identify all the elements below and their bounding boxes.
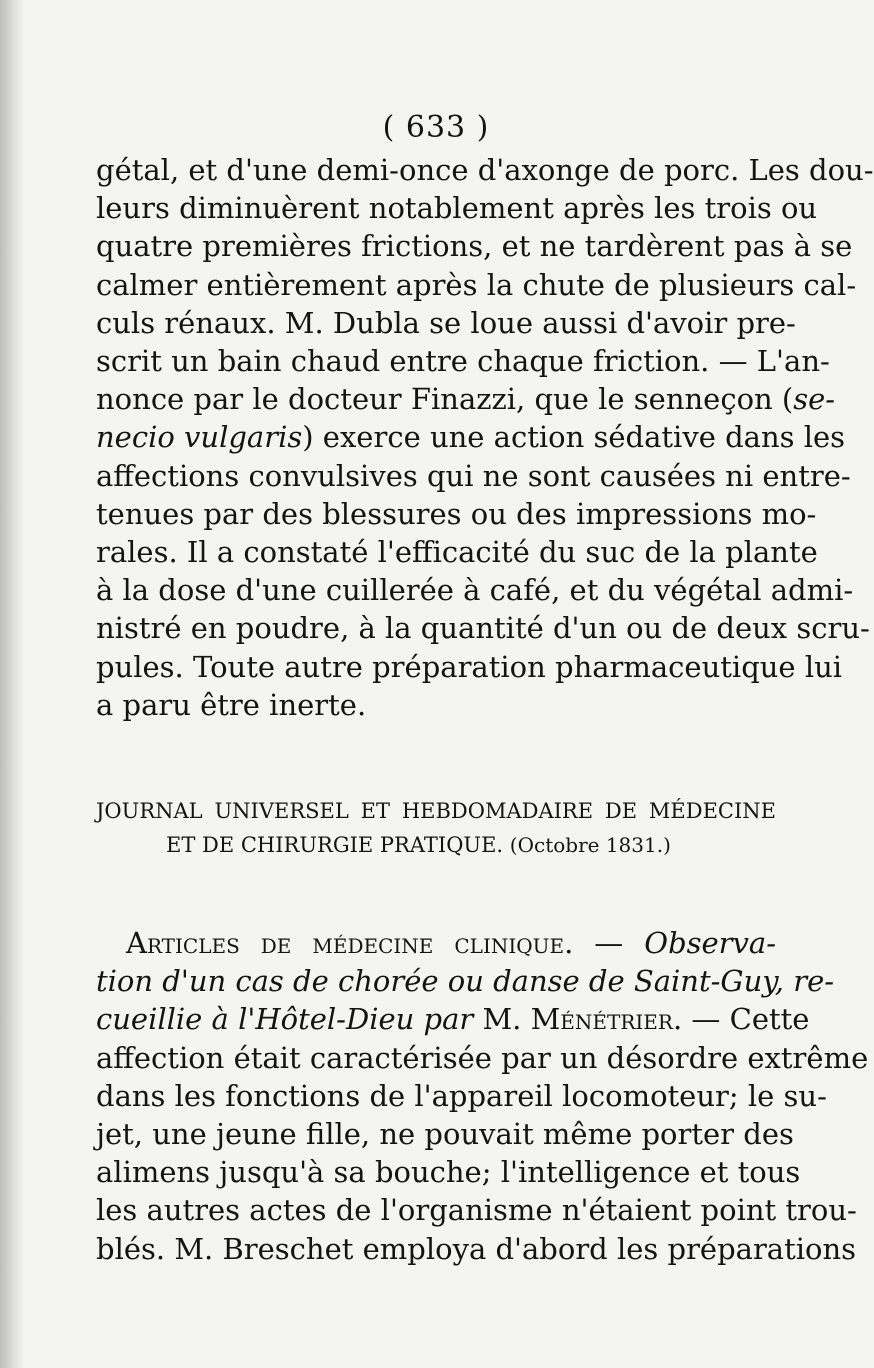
text-line xyxy=(96,418,846,456)
text-line: scrit un bain chaud entre chaque friction. — L'an- xyxy=(96,344,830,379)
text-fragment: ) exerce une action sédative dans les xyxy=(302,420,846,455)
text-line: quatre premières frictions, et ne tardèrent pas à se xyxy=(96,229,853,264)
text-line xyxy=(96,924,776,962)
text-line: affections convulsives qui ne sont causées ni entre- xyxy=(96,458,851,493)
journal-title-line2 xyxy=(96,828,776,862)
text-line: affection était caractérisée par un désordre extrême xyxy=(96,1040,869,1075)
book-page xyxy=(96,110,874,1268)
text-line: calmer entièrement après la chute de plusieurs cal- xyxy=(96,267,857,302)
text-line: tenues par des blessures ou des impressions mo- xyxy=(96,496,817,531)
text-fragment: — Cette xyxy=(682,1002,810,1037)
text-line: nistré en poudre, à la quantité d'un ou de deux scru- xyxy=(96,611,870,646)
author-name: M. Ménétrier. xyxy=(482,1002,683,1037)
text-line: a paru être inerte. xyxy=(96,687,367,722)
text-line: jet, une jeune fille, ne pouvait même porter des xyxy=(96,1117,794,1152)
journal-date: (Octobre 1831.) xyxy=(509,833,671,858)
dash: — xyxy=(573,926,645,961)
journal-title-text: ET DE CHIRURGIE PRATIQUE. xyxy=(166,833,504,858)
text-line: leurs diminuèrent notablement après les trois ou xyxy=(96,191,818,226)
text-line: à la dose d'une cuillerée à café, et du végétal admi- xyxy=(96,573,854,608)
article-title-line: tion d'un cas de chorée ou danse de Saint-Guy, re- xyxy=(96,964,835,999)
text-line: les autres actes de l'organisme n'étaient point trou- xyxy=(96,1193,857,1228)
text-line: blés. M. Breschet employa d'abord les préparations xyxy=(96,1231,857,1266)
paragraph-chorea xyxy=(96,924,869,1268)
section-heading: Articles de médecine clinique. xyxy=(126,926,574,961)
text-line: rales. Il a constaté l'efficacité du suc de la plante xyxy=(96,535,818,570)
journal-heading xyxy=(96,794,776,862)
text-line xyxy=(96,380,836,418)
page-gutter-shadow xyxy=(0,0,24,1368)
italic-term: se- xyxy=(793,382,836,417)
text-fragment: nonce par le docteur Finazzi, que le senneçon ( xyxy=(96,382,794,417)
paragraph-senecio xyxy=(96,151,874,724)
italic-term: necio vulgaris xyxy=(96,420,303,455)
text-line: alimens jusqu'à sa bouche; l'intelligence et tous xyxy=(96,1155,801,1190)
page-number: ( 633 ) xyxy=(382,110,490,145)
text-line: dans les fonctions de l'appareil locomoteur; le su- xyxy=(96,1078,827,1113)
article-title: cueillie à l'Hôtel-Dieu par xyxy=(96,1002,474,1037)
journal-title-line1: JOURNAL UNIVERSEL ET HEBDOMADAIRE DE MÉDECINE xyxy=(96,799,776,824)
text-line: gétal, et d'une demi-once d'axonge de porc. Les dou- xyxy=(96,153,874,187)
article-title: Observa- xyxy=(644,926,777,961)
text-line: culs rénaux. M. Dubla se loue aussi d'avoir pre- xyxy=(96,305,796,340)
text-line xyxy=(96,1000,810,1038)
text-line: pules. Toute autre préparation pharmaceutique lui xyxy=(96,649,843,684)
